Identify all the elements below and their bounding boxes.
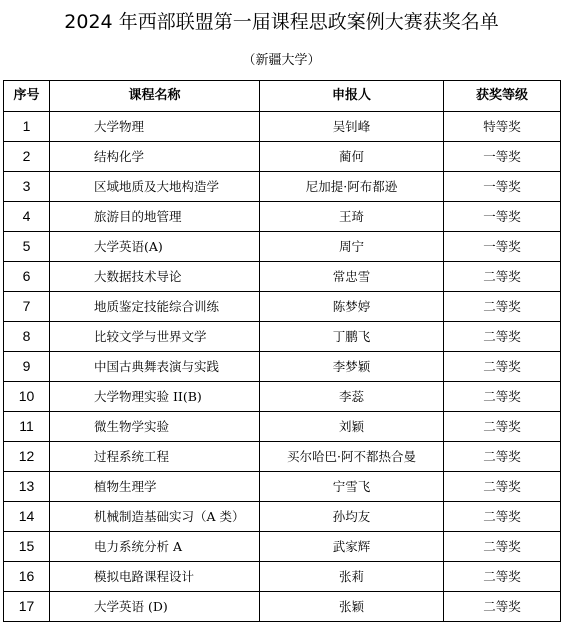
award-level: 特等奖 [444,112,561,142]
course-name: 区域地质及大地构造学 [50,172,260,202]
award-level: 二等奖 [444,502,561,532]
applicant-name: 孙均友 [260,502,444,532]
award-level: 一等奖 [444,232,561,262]
award-level: 二等奖 [444,472,561,502]
table-row [4,502,561,532]
course-name: 电力系统分析 A [50,532,260,562]
row-number: 1 [4,112,50,142]
row-number: 17 [4,592,50,622]
course-name: 大学英语(A) [50,232,260,262]
applicant-name: 陈梦婷 [260,292,444,322]
applicant-name: 尼加提·阿布都逊 [260,172,444,202]
table-row [4,322,561,352]
award-level: 二等奖 [444,532,561,562]
course-name: 机械制造基础实习（A 类） [50,502,260,532]
header-course-name: 课程名称 [50,81,260,112]
table-row [4,352,561,382]
award-level: 一等奖 [444,202,561,232]
course-name: 旅游目的地管理 [50,202,260,232]
award-level: 二等奖 [444,292,561,322]
document-title: 2024 年西部联盟第一届课程思政案例大赛获奖名单 [64,11,499,33]
applicant-name: 李蕊 [260,382,444,412]
award-level: 一等奖 [444,172,561,202]
award-level: 二等奖 [444,412,561,442]
course-name: 地质鉴定技能综合训练 [50,292,260,322]
row-number: 8 [4,322,50,352]
row-number: 14 [4,502,50,532]
course-name: 结构化学 [50,142,260,172]
applicant-name: 买尔哈巴·阿不都热合曼 [260,442,444,472]
award-level: 二等奖 [444,562,561,592]
row-number: 2 [4,142,50,172]
course-name: 大学物理实验 II(B) [50,382,260,412]
row-number: 3 [4,172,50,202]
header-applicant: 申报人 [260,81,444,112]
award-table [3,80,561,622]
table-row [4,382,561,412]
table-row [4,232,561,262]
table-row [4,472,561,502]
applicant-name: 常忠雪 [260,262,444,292]
award-level: 二等奖 [444,352,561,382]
course-name: 微生物学实验 [50,412,260,442]
table-row [4,532,561,562]
course-name: 大学英语 (D) [50,592,260,622]
row-number: 5 [4,232,50,262]
table-body [4,112,561,622]
award-level: 二等奖 [444,262,561,292]
award-level: 二等奖 [444,592,561,622]
applicant-name: 宁雪飞 [260,472,444,502]
applicant-name: 张颖 [260,592,444,622]
document-subtitle: （新疆大学） [242,53,321,68]
table-row [4,202,561,232]
award-level: 二等奖 [444,382,561,412]
header-number: 序号 [4,81,50,112]
row-number: 11 [4,412,50,442]
row-number: 12 [4,442,50,472]
course-name: 模拟电路课程设计 [50,562,260,592]
course-name: 中国古典舞表演与实践 [50,352,260,382]
award-level: 一等奖 [444,142,561,172]
applicant-name: 王琦 [260,202,444,232]
header-award-level: 获奖等级 [444,81,561,112]
table-row [4,292,561,322]
table-row [4,412,561,442]
course-name: 过程系统工程 [50,442,260,472]
course-name: 大数据技术导论 [50,262,260,292]
applicant-name: 刘颖 [260,412,444,442]
row-number: 4 [4,202,50,232]
table-row [4,592,561,622]
table-row [4,262,561,292]
table-row [4,172,561,202]
table-row [4,442,561,472]
applicant-name: 武家辉 [260,532,444,562]
applicant-name: 吴钊峰 [260,112,444,142]
table-header-row [4,81,561,112]
applicant-name: 李梦颖 [260,352,444,382]
row-number: 13 [4,472,50,502]
course-name: 大学物理 [50,112,260,142]
row-number: 9 [4,352,50,382]
course-name: 比较文学与世界文学 [50,322,260,352]
applicant-name: 张莉 [260,562,444,592]
table-row [4,142,561,172]
table-row [4,112,561,142]
row-number: 7 [4,292,50,322]
award-level: 二等奖 [444,322,561,352]
applicant-name: 蔺何 [260,142,444,172]
award-level: 二等奖 [444,442,561,472]
row-number: 16 [4,562,50,592]
applicant-name: 丁鹏飞 [260,322,444,352]
table-row [4,562,561,592]
row-number: 6 [4,262,50,292]
row-number: 15 [4,532,50,562]
row-number: 10 [4,382,50,412]
applicant-name: 周宁 [260,232,444,262]
course-name: 植物生理学 [50,472,260,502]
